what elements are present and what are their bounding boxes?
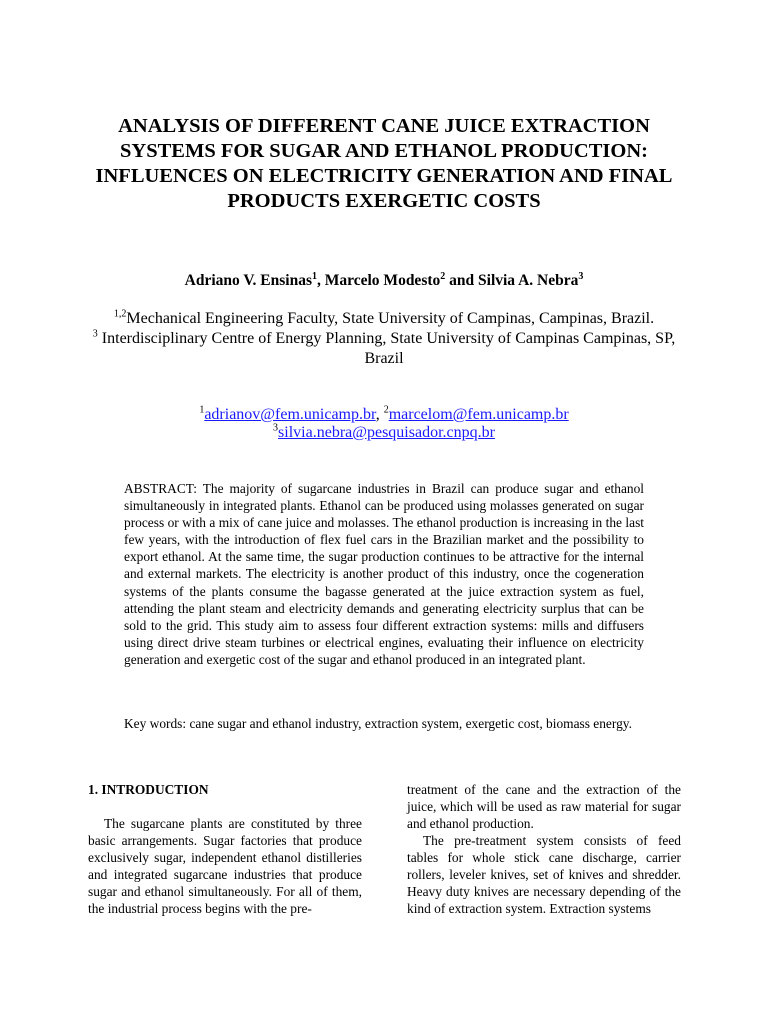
right-column: [407, 781, 681, 917]
paper-title: ANALYSIS OF DIFFERENT CANE JUICE EXTRACTION SYSTEMS FOR SUGAR AND ETHANOL PRODUCTION: INFLUENCES ON ELECTRICITY GENERATION AND FINAL PRODUCTS EXERGETIC COSTS: [95, 115, 673, 212]
author-name: Silvia A. Nebra: [478, 272, 579, 289]
author-superscript: 3: [578, 270, 584, 282]
keywords-paragraph: Key words: cane sugar and ethanol industry, extraction system, exergetic cost, biomass energy.: [124, 716, 632, 731]
email-link[interactable]: adrianov@fem.unicamp.br: [204, 406, 376, 423]
body-paragraph: The pre-treatment system consists of feed tables for whole stick cane discharge, carrier rollers, leveler knives, set of knives and shredder. Heavy duty knives are necessary depending of the kind of extraction system. Extraction systems: [407, 833, 681, 916]
affiliation-line: [90, 329, 678, 369]
email-link[interactable]: silvia.nebra@pesquisador.cnpq.br: [278, 424, 495, 441]
author-superscript: 2: [440, 270, 446, 282]
email-superscript: 2: [383, 404, 389, 416]
author-separator: and: [445, 272, 479, 289]
author-name: Marcelo Modesto: [324, 272, 441, 289]
email-block: [80, 406, 688, 442]
affiliation-text: Interdisciplinary Centre of Energy Planning, State University of Campinas Campinas, SP, Brazil: [97, 330, 676, 367]
email-link[interactable]: marcelom@fem.unicamp.br: [388, 406, 569, 423]
affiliation-text: Mechanical Engineering Faculty, State University of Campinas, Campinas, Brazil.: [126, 310, 655, 327]
affiliation-superscript: 3: [92, 328, 98, 340]
section-heading: 1. INTRODUCTION: [88, 782, 209, 797]
abstract-paragraph: ABSTRACT: The majority of sugarcane industries in Brazil can produce sugar and ethanol simultaneously in integrated plants. Ethanol can be produced using molasses generated on sugar process or with a mix of cane juice and molasses. The ethanol production is increasing in the last few years, with the introduction of flex fuel cars in the Brazilian market and the possibility to export ethanol. At the same time, the sugar production continues to be attractive for the internal and external markets. The electricity is another product of this industry, once the cogeneration systems of the plants consume the bagasse generated at the juice extraction system as fuel, attending the plant steam and electricity demands and generating electricity surplus that can be sold to the grid. This study aim to assess four different extraction systems: mills and diffusers using direct drive steam turbines or electrical engines, evaluating their influence on electricity generation and exergetic cost of the sugar and ethanol produced in an integrated plant.: [124, 481, 644, 667]
email-superscript: 3: [273, 422, 279, 434]
affiliation-superscript: 1,2: [113, 308, 127, 320]
author-list: [80, 271, 688, 291]
left-column: [88, 781, 362, 917]
body-paragraph: treatment of the cane and the extraction of the juice, which will be used as raw material for sugar and ethanol production.: [407, 782, 681, 831]
body-paragraph: The sugarcane plants are constituted by three basic arrangements. Sugar factories that produce exclusively sugar, independent ethanol distilleries and integrated sugarcane industries that produce sugar and ethanol simultaneously. For all of them, the industrial process begins with the pre-: [88, 816, 362, 916]
author-name: Adriano V. Ensinas: [184, 272, 313, 289]
email-line: [80, 406, 688, 424]
author-separator: ,: [317, 272, 325, 289]
author-superscript: 1: [312, 270, 318, 282]
email-line: [80, 424, 688, 442]
affiliation-line: [90, 309, 678, 329]
email-separator: ,: [375, 406, 384, 423]
email-superscript: 1: [199, 404, 205, 416]
affiliations: [90, 309, 678, 369]
